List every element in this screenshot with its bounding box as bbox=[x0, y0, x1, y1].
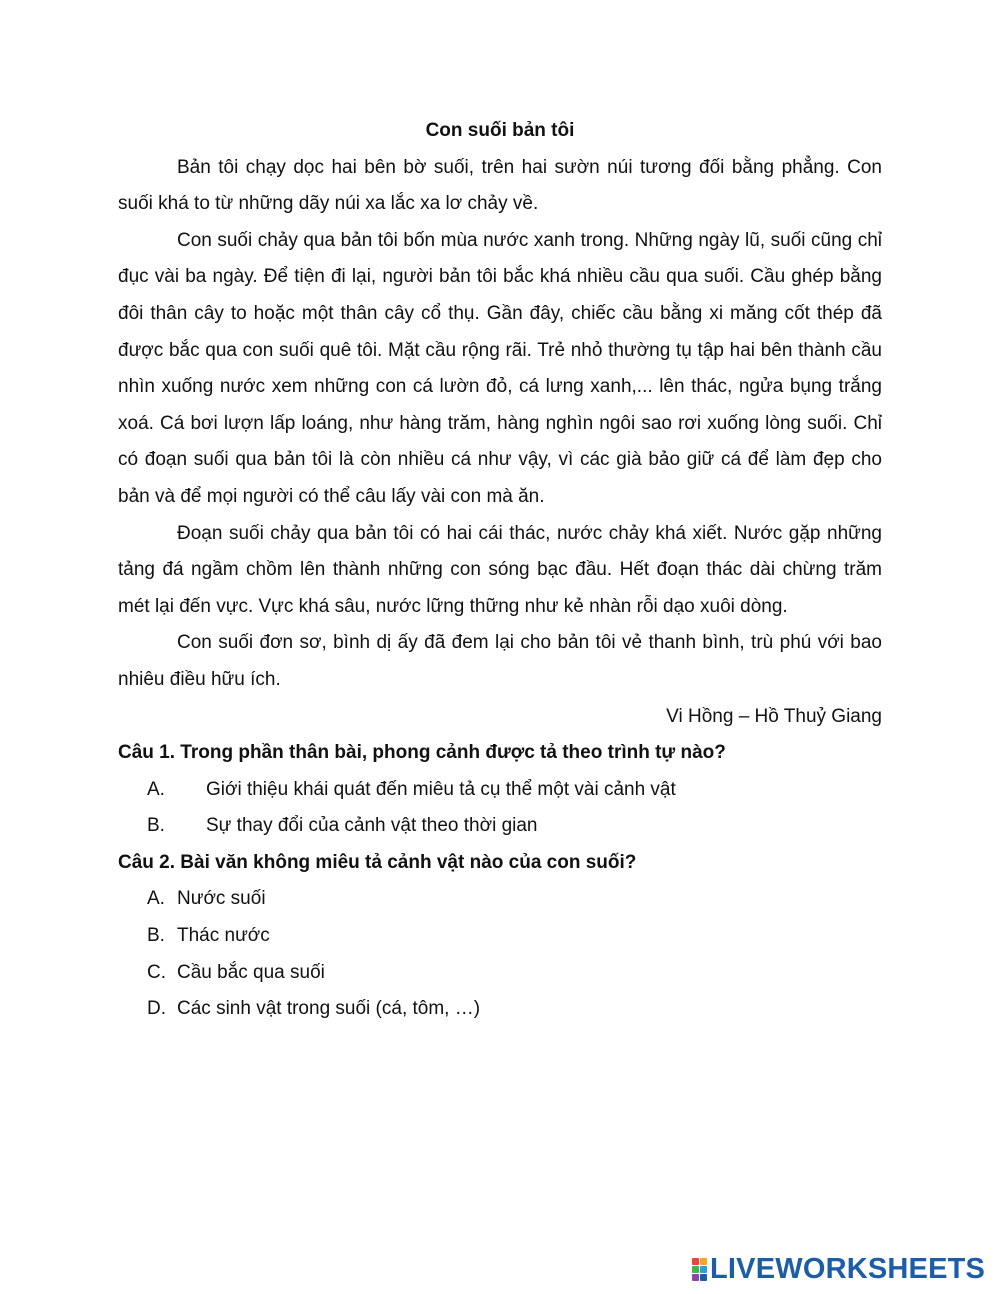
option-letter: A. bbox=[147, 888, 165, 910]
passage-author: Vi Hồng – Hồ Thuỷ Giang bbox=[666, 705, 882, 727]
passage-title: Con suối bản tôi bbox=[425, 120, 575, 141]
option-letter: B. bbox=[147, 815, 165, 837]
logo-wordmark: LIVEWORKSHEETS bbox=[710, 1253, 986, 1285]
passage-paragraph-1: Bản tôi chạy dọc hai bên bờ suối, trên hai sườn núi tương đối bằng phẳng. Con suối khá to từ những dãy núi xa lắc xa lơ chảy về. bbox=[118, 156, 882, 215]
passage-paragraph-2: Con suối chảy qua bản tôi bốn mùa nước xanh trong. Những ngày lũ, suối cũng chỉ đục vài ba ngày. Để tiện đi lại, người bản tôi bắc khá nhiều cầu qua suối. Cầu ghép bằng đôi thân cây to hoặc một thân cây cổ thụ. Gần đây, chiếc cầu bằng xi măng cốt thép đã được bắc qua con suối quê tôi. Mặt cầu rộng rãi. Trẻ nhỏ thường tụ tập hai bên thành cầu nhìn xuống nước xem những con cá lườn đỏ, cá lưng xanh,... lên thác, ngửa bụng trắng xoá. Cá bơi lượn lấp loáng, như hàng trăm, hàng nghìn ngôi sao rơi xuống lòng suối. Chỉ có đoạn suối qua bản tôi là còn nhiều cá như vậy, vì các già bảo giữ cá để làm đẹp cho bản và để mọi người có thể câu lấy vài con mà ăn. bbox=[118, 229, 882, 507]
option-letter: D. bbox=[147, 998, 166, 1020]
logo-square bbox=[700, 1258, 707, 1265]
logo-square bbox=[692, 1266, 699, 1273]
liveworksheets-logo bbox=[692, 1254, 985, 1284]
option-text: Sự thay đổi của cảnh vật theo thời gian bbox=[206, 815, 538, 837]
question-1-option-a[interactable] bbox=[118, 772, 882, 809]
option-text: Các sinh vật trong suối (cá, tôm, …) bbox=[177, 998, 481, 1020]
question-2-option-b[interactable] bbox=[118, 918, 882, 955]
option-letter: B. bbox=[147, 925, 165, 947]
question-1: Câu 1. Trong phần thân bài, phong cảnh được tả theo trình tự nào? bbox=[118, 742, 726, 764]
question-1-option-b[interactable] bbox=[118, 808, 882, 845]
liveworksheets-mark-icon bbox=[692, 1258, 707, 1281]
option-text: Giới thiệu khái quát đến miêu tả cụ thể một vài cảnh vật bbox=[206, 778, 676, 800]
option-text: Cầu bắc qua suối bbox=[177, 961, 325, 983]
logo-square bbox=[692, 1258, 699, 1265]
question-2: Câu 2. Bài văn không miêu tả cảnh vật nào của con suối? bbox=[118, 851, 637, 873]
question-2-option-d[interactable] bbox=[118, 991, 882, 1028]
passage-paragraph-3: Đoạn suối chảy qua bản tôi có hai cái thác, nước chảy khá xiết. Nước gặp những tảng đá ngầm chồm lên thành những con sóng bạc đầu. Hết đoạn thác dài chừng trăm mét lại đến vực. Vực khá sâu, nước lững thững như kẻ nhàn rỗi dạo xuôi dòng. bbox=[118, 522, 882, 617]
passage-paragraph-4: Con suối đơn sơ, bình dị ấy đã đem lại cho bản tôi vẻ thanh bình, trù phú với bao nhiêu điều hữu ích. bbox=[118, 632, 882, 690]
logo-square bbox=[692, 1274, 699, 1281]
option-letter: A. bbox=[147, 778, 165, 800]
option-text: Thác nước bbox=[177, 925, 270, 947]
logo-square bbox=[700, 1274, 707, 1281]
worksheet-page bbox=[118, 113, 882, 1028]
question-2-option-c[interactable] bbox=[118, 955, 882, 992]
question-2-option-a[interactable] bbox=[118, 881, 882, 918]
option-text: Nước suối bbox=[177, 888, 266, 910]
logo-square bbox=[700, 1266, 707, 1273]
option-letter: C. bbox=[147, 961, 166, 983]
